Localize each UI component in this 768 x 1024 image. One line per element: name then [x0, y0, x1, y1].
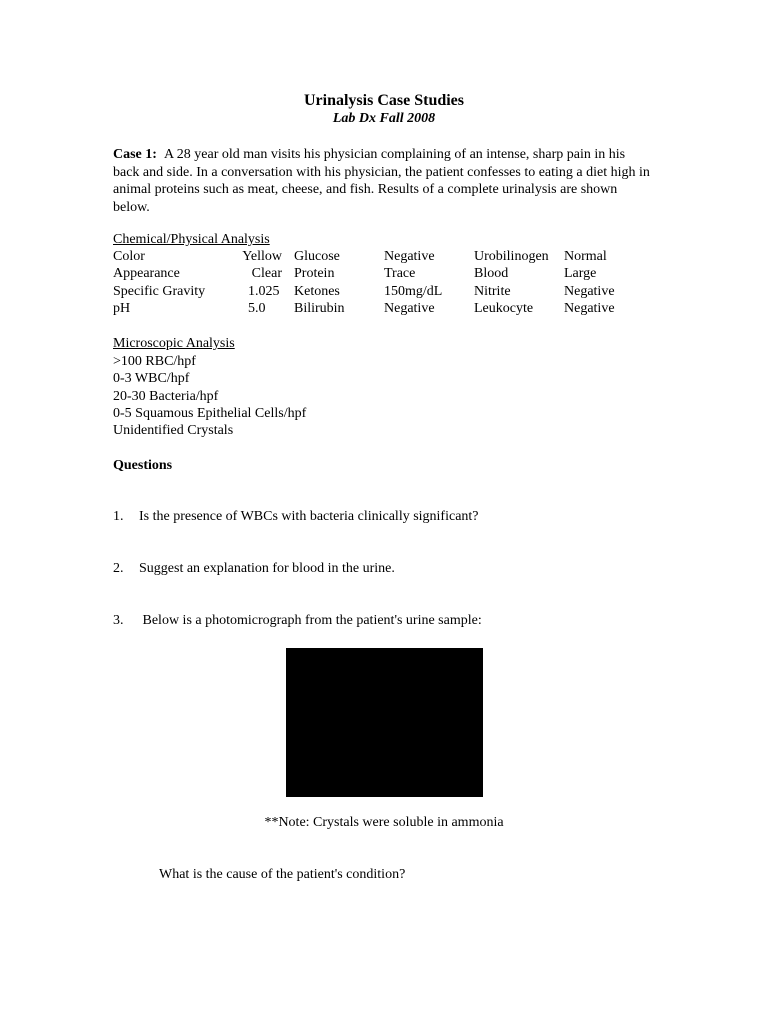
chem-cell: pH [113, 300, 131, 316]
questions-heading: Questions [113, 458, 173, 473]
chem-row [113, 266, 653, 283]
chem-row [113, 284, 653, 301]
question-2 [113, 561, 395, 577]
chem-cell: Negative [564, 300, 615, 316]
chem-cell: Leukocyte [474, 300, 534, 316]
chem-row [113, 249, 653, 266]
chem-cell: Nitrite [474, 283, 511, 299]
chem-cell: Trace [384, 266, 416, 282]
document-title: Urinalysis Case Studies [303, 92, 465, 109]
chem-cell: 5.0 [248, 300, 266, 316]
chem-cell: Specific Gravity [113, 283, 206, 299]
chem-cell: Negative [384, 300, 435, 316]
chemical-analysis-heading: Chemical/Physical Analysis [113, 232, 270, 247]
chem-cell: Normal [564, 249, 607, 264]
document-subtitle: Lab Dx Fall 2008 [332, 111, 436, 126]
microscopic-analysis-list [113, 353, 306, 439]
chem-cell: Negative [564, 283, 615, 299]
question-text: Below is a photomicrograph from the patient's urine sample: [139, 613, 482, 628]
question-number: 2. [113, 561, 124, 576]
final-question: What is the cause of the patient's condition? [159, 867, 406, 882]
chem-cell: Urobilinogen [474, 249, 549, 264]
chemical-analysis-table [113, 249, 653, 318]
chem-cell: Yellow [242, 249, 282, 264]
question-text: Is the presence of WBCs with bacteria clinically significant? [139, 509, 479, 524]
question-text: Suggest an explanation for blood in the urine. [139, 561, 395, 576]
crystal-note: **Note: Crystals were soluble in ammonia [264, 815, 504, 830]
chem-cell: 1.025 [248, 283, 280, 299]
chem-cell: Ketones [294, 283, 340, 299]
question-1 [113, 509, 479, 525]
question-number: 3. [113, 613, 124, 628]
case-description [113, 146, 653, 216]
list-item: 0-5 Squamous Epithelial Cells/hpf [113, 405, 307, 421]
chem-cell: 150mg/dL [384, 283, 443, 299]
chem-cell: Color [113, 249, 145, 264]
photomicrograph-image [286, 648, 483, 797]
case-label: Case 1: [113, 147, 157, 162]
chem-cell: Appearance [113, 266, 180, 282]
list-item: >100 RBC/hpf [113, 354, 196, 369]
chem-row [113, 301, 653, 318]
question-3 [113, 613, 482, 629]
case-text: A 28 year old man visits his physician complaining of an intense, sharp pain in his back and side. In a conversation with his physician, the patient confesses to eating a diet high in animal proteins such as meat, cheese, and fish. Results of a complete urinalysis are shown below. [113, 147, 650, 215]
question-number: 1. [113, 509, 124, 524]
list-item: Unidentified Crystals [113, 423, 234, 439]
chem-cell: Bilirubin [294, 300, 345, 316]
chem-cell: Negative [384, 249, 435, 264]
chem-cell: Glucose [294, 249, 340, 264]
chem-cell: Large [564, 266, 597, 282]
list-item: 20-30 Bacteria/hpf [113, 388, 219, 404]
chem-cell: Protein [294, 266, 335, 282]
chem-cell: Blood [474, 266, 509, 282]
list-item: 0-3 WBC/hpf [113, 371, 190, 387]
chem-cell: Clear [251, 266, 282, 282]
microscopic-analysis-heading: Microscopic Analysis [113, 336, 235, 351]
